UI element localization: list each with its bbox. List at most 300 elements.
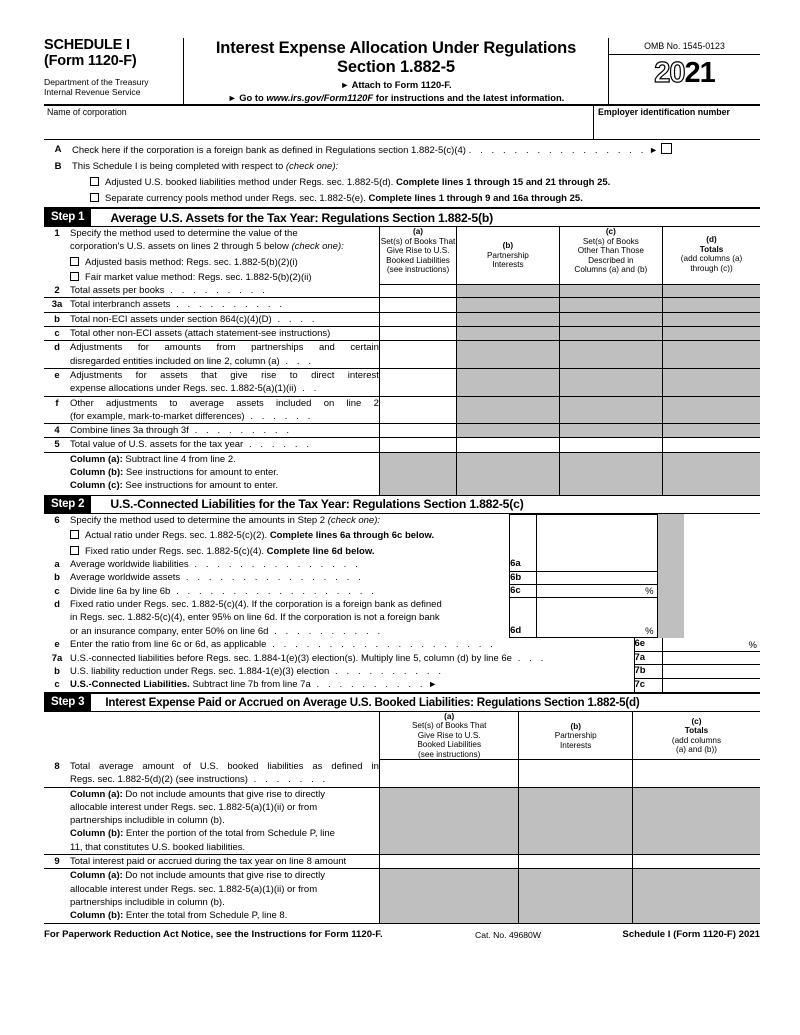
line-4-label: Combine lines 3a through 3f [70, 425, 189, 437]
col-d-l2: (add columns (a) [680, 254, 743, 264]
col-c-l3: Described in [588, 255, 634, 265]
line-6d-label-3: or an insurance company, enter 50% on line 6d [70, 625, 269, 637]
line-b-option-2[interactable] [72, 192, 760, 206]
line-1-text-b-plain: corporation's U.S. assets on lines 2 through 5 below [70, 241, 292, 253]
line-3d-number: d [54, 342, 60, 354]
line-9-note-b-label: Column (b): [70, 910, 124, 922]
line-6b-tag: 6b [510, 571, 537, 584]
line-3b-label: Total non-ECI assets under section 864(c)(4)(D) [70, 313, 272, 325]
line-3b-number: b [54, 313, 60, 325]
line-3d-label-2: disregarded entities included on line 2, column (a) [70, 355, 280, 367]
s3-col-a-l2: Give Rise to U.S. [417, 730, 481, 740]
line-6c-label: Divide line 6a by line 6b [70, 585, 171, 597]
line-9-notes-col-c-shaded [632, 869, 760, 923]
step-1-table [44, 227, 760, 495]
step-2-blank-right [684, 598, 759, 638]
line-6-option-1-checkbox[interactable] [70, 530, 79, 539]
step-2-blank-right [684, 571, 759, 584]
leader-dots: . . . . . . . . . . . . . . . . . . [170, 585, 377, 597]
leader-dots: . . . . . . . . . . [268, 625, 384, 637]
line-a-letter: A [54, 144, 62, 155]
line-6d-number: d [54, 598, 60, 610]
line-9-notes-col-b-shaded [519, 869, 632, 923]
line-3e-col-c-shaded [559, 368, 662, 396]
line-7c-input[interactable] [662, 678, 760, 692]
col-c-l1: Set(s) of Books [582, 236, 639, 246]
line-3e-label-2: expense allocations under Regs. sec. 1.882-5(a)(1)(ii) [70, 383, 297, 395]
line-3b-text [44, 312, 379, 326]
line-3f-text [44, 396, 379, 424]
line-b-text: This Schedule I is being completed with respect to [72, 160, 286, 172]
line-a-text: Check here if the corporation is a foreign bank as defined in Regulations section 1.882-5(c)(4) [72, 145, 466, 156]
attach-instruction [188, 79, 604, 92]
line-6-option-1[interactable] [70, 529, 509, 542]
line-5-note-c-label: Column (c): [70, 480, 123, 492]
line-3c-col-d-shaded [663, 327, 760, 341]
line-8-note-b-text: Enter the portion of the total from Schedule P, line [123, 828, 335, 840]
line-1-option-2-checkbox[interactable] [70, 272, 79, 281]
line-6-number: 6 [54, 515, 60, 527]
line-3a-text [44, 298, 379, 312]
line-8-col-c-input[interactable] [632, 760, 760, 787]
table-row [44, 424, 760, 438]
step-2-gray-bar [657, 598, 684, 638]
leader-dots: . . . . . . . . . . . . . . . . [468, 145, 647, 156]
line-6d-input[interactable] [537, 598, 632, 638]
line-8-label-2: Regs. sec. 1.882-5(d)(2) (see instructions) [70, 774, 248, 786]
line-3d-label-1: Adjustments for amounts from partnerships and certain [70, 342, 379, 354]
line-1-body [70, 227, 379, 284]
line-7b-text [44, 665, 634, 678]
form-footer-id: Schedule I (Form 1120-F) 2021 [622, 929, 760, 941]
leader-dots: . . . . . . . [247, 774, 329, 786]
step-1-badge: Step 1 [44, 209, 91, 226]
corporation-name-field[interactable] [44, 106, 594, 139]
goto-instruction [188, 92, 604, 104]
table-row [44, 598, 760, 638]
line-9-note-b-text: Enter the total from Schedule P, line 8. [123, 910, 288, 922]
line-6d-label-1: Fixed ratio under Regs. sec. 1.882-5(c)(4). If the corporation is a foreign bank as defined [70, 598, 442, 610]
line-6-text [44, 514, 510, 558]
line-6c-number: c [54, 585, 60, 597]
col-b-l2: Interests [492, 260, 524, 270]
line-b-option-2-checkbox[interactable] [90, 193, 99, 202]
line-3c-col-a-input[interactable] [379, 327, 456, 341]
line-7c-text [44, 678, 634, 692]
line-3a-number: 3a [51, 299, 63, 311]
table-row [44, 312, 760, 326]
line-3b-col-b-shaded [457, 312, 559, 326]
line-6a-label: Average worldwide liabilities [70, 559, 189, 571]
s3-col-a-l1: Set(s) of Books That [411, 721, 487, 731]
col-a-l3: Booked Liabilities [386, 255, 450, 265]
line-3a-col-a-input[interactable] [379, 298, 456, 312]
col-a-l2: Give Rise to U.S. [386, 246, 450, 256]
line-6e-text [44, 638, 634, 651]
line-6-option-2-bold: Complete line 6d below. [266, 545, 375, 557]
line-6e-tag: 6e [634, 638, 662, 651]
line-9-number: 9 [54, 856, 60, 868]
line-3d-col-a-input[interactable] [379, 341, 456, 369]
line-3b-col-d-shaded [663, 312, 760, 326]
line-7c-label-bold: U.S.-Connected Liabilities. [70, 679, 190, 691]
line-1-text-a: Specify the method used to determine the value of the [70, 228, 298, 239]
line-2-col-c-shaded [559, 284, 662, 298]
line-b-letter: B [54, 160, 62, 172]
form-title-line-2: Section 1.882-5 [337, 57, 455, 76]
line-4-number: 4 [54, 425, 60, 437]
line-3e-label-1: Adjustments for assets that give rise to direct interest [70, 369, 379, 381]
col-d-l1: Totals [699, 244, 724, 254]
leader-dots: . . . [511, 652, 547, 664]
line-1-option-2[interactable] [70, 271, 379, 284]
line-3b-col-a-input[interactable] [379, 312, 456, 326]
step-3-header [44, 693, 760, 712]
right-arrow-icon-2: ► [227, 92, 237, 103]
line-3f-number: f [55, 397, 59, 409]
step-2-title: U.S.-Connected Liabilities for the Tax Year: Regulations Section 1.882-5(c) [110, 497, 524, 512]
form-header [44, 38, 760, 106]
line-5-col-a-input[interactable] [379, 438, 456, 452]
line-9-label: Total interest paid or accrued during the tax year on line 8 amount [70, 856, 347, 868]
line-3c-label: Total other non-ECI assets (attach statement-see instructions) [70, 328, 331, 340]
header-title-block [184, 38, 608, 104]
form-footer [44, 923, 760, 946]
line-5-note-a-text: Subtract line 4 from line 2. [122, 453, 236, 465]
s3-col-c-l1: Totals [684, 726, 709, 736]
line-3c-col-b-shaded [457, 327, 559, 341]
line-6e-number: e [54, 639, 60, 651]
line-7a-text [44, 652, 634, 665]
agency-block [44, 77, 177, 97]
line-6-option-2-text: Fixed ratio under Regs. sec. 1.882-5(c)(4). [85, 545, 267, 557]
line-8-number: 8 [54, 760, 60, 772]
line-6-option-2[interactable] [70, 545, 509, 558]
line-3a-col-b-shaded [457, 298, 559, 312]
catalog-number: Cat. No. 49680W [475, 929, 541, 940]
line-7a-number: 7a [51, 652, 63, 664]
line-8-col-a-input[interactable] [379, 760, 519, 787]
line-6b-label: Average worldwide assets [70, 572, 181, 584]
leader-dots: . . . [279, 355, 315, 367]
header-left-block [44, 38, 184, 104]
leader-dots: . . . . . . [243, 439, 313, 451]
line-5-col-c-input[interactable] [559, 438, 662, 452]
col-c-tag: (c) [605, 227, 616, 236]
line-9-note-a-text-3: partnerships includible in column (b). [70, 896, 225, 908]
line-3f-col-b-shaded [457, 396, 559, 424]
line-8-col-b-input[interactable] [519, 760, 632, 787]
year-century: 20 [654, 57, 685, 89]
line-6d-percent-sign: % [632, 598, 657, 638]
line-9-notes-col-a-shaded [379, 869, 519, 923]
leader-dots: . . . . . . . . . . . . . . . . . . . . [266, 639, 497, 651]
line-9-col-c-input[interactable] [632, 855, 760, 869]
ein-label: Employer identification number [598, 107, 730, 117]
col-b-l1: Partnership [486, 250, 529, 260]
line-7c-tag: 7c [634, 678, 662, 692]
leader-dots: . . . . . . . . . . [329, 665, 445, 677]
line-3e-col-a-input[interactable] [379, 368, 456, 396]
line-3f-label-2: (for example, mark-to-market differences) [70, 410, 245, 422]
right-arrow-icon: ► [340, 80, 350, 90]
step-2-gray-bar [657, 514, 684, 558]
line-6d-label-2: in Regs. sec. 1.882-5(c)(4), enter 95% on line 6d. If the corporation is not a foreign bank [70, 612, 440, 624]
table-row [44, 787, 760, 854]
step-2-line-6-row [44, 514, 760, 558]
line-6-check-one: (check one): [327, 515, 380, 527]
irs-url[interactable]: www.irs.gov/Form1120F [266, 91, 374, 103]
line-3e-col-d-shaded [663, 368, 760, 396]
leader-dots: . . . . . . . . . [188, 425, 293, 437]
step-1-col-a-header [379, 227, 456, 284]
step-2-header [44, 495, 760, 514]
line-7c-label: Subtract line 7b from line 7a [189, 679, 311, 691]
step-2-badge: Step 2 [44, 496, 91, 513]
line-5-col-b-input[interactable] [457, 438, 559, 452]
line-3f-label-1: Other adjustments to average assets included on line 2 [70, 397, 379, 409]
header-right-block [608, 38, 760, 104]
line-6e-percent-sign[interactable]: % [662, 638, 760, 651]
s3-col-a-l3: Booked Liabilities [417, 740, 482, 750]
line-7a-tag: 7a [634, 652, 662, 665]
line-6a-text [44, 558, 510, 571]
line-8-notes [44, 787, 379, 854]
line-8-notes-col-c-shaded [632, 787, 760, 854]
step-1-col-c-header [559, 227, 662, 284]
line-5-note-c-text: See instructions for amount to enter. [122, 480, 279, 492]
line-8-note-b-label: Column (b): [70, 828, 124, 840]
line-6b-text [44, 571, 510, 584]
step-1-col-b-header [457, 227, 559, 284]
line-5-notes-col-b-shaded [457, 452, 559, 494]
line-6-option-2-checkbox[interactable] [70, 546, 79, 555]
leader-dots: . . . . . . . . . . [170, 299, 286, 311]
table-row [44, 760, 760, 787]
line-3e-number: e [54, 369, 60, 381]
table-row [44, 284, 760, 298]
line-7b-number: b [54, 665, 60, 677]
line-b-body [72, 160, 760, 206]
right-arrow-icon-3: ► [649, 145, 659, 155]
table-row [44, 298, 760, 312]
line-6-option-1-bold: Complete lines 6a through 6c below. [269, 530, 435, 542]
col-b-tag: (b) [502, 241, 514, 250]
line-a [44, 143, 760, 158]
step-2-lower-table [44, 638, 760, 692]
col-d-tag: (d) [706, 235, 717, 244]
step-3-table [44, 712, 760, 923]
line-5-note-a [70, 453, 379, 466]
table-row [44, 638, 760, 651]
line-7b-tag: 7b [634, 665, 662, 678]
line-b-option-1[interactable] [72, 176, 760, 190]
schedule-title [44, 38, 177, 69]
line-4-col-d-shaded [663, 424, 760, 438]
col-a-l4: (see instructions) [386, 265, 450, 275]
line-5-notes-col-a-shaded [379, 452, 456, 494]
goto-suffix: for instructions and the latest information. [373, 91, 565, 103]
line-3e-text [44, 368, 379, 396]
line-9-col-a-input[interactable] [379, 855, 519, 869]
step-2-blank-right [684, 514, 759, 558]
line-3c-text [44, 327, 379, 341]
line-8-text [44, 760, 379, 787]
table-row [44, 652, 760, 665]
line-3d-col-c-shaded [559, 341, 662, 369]
line-9-note-a-text: Do not include amounts that give rise to directly [122, 870, 326, 882]
line-5-notes-col-c-shaded [559, 452, 662, 494]
line-9-note-a-label: Column (a): [70, 870, 123, 882]
dept-line-2: Internal Revenue Service [44, 87, 141, 98]
line-b [44, 160, 760, 206]
line-b-check-one: (check one): [285, 160, 339, 172]
line-9-note-a-text-2: allocable interest under Regs. sec. 1.882-5(a)(1)(ii) or from [70, 883, 318, 895]
line-9-notes [44, 869, 379, 923]
line-4-col-c-shaded [559, 424, 662, 438]
line-5-note-a-label: Column (a): [70, 453, 123, 465]
identification-row [44, 106, 760, 140]
table-row [44, 327, 760, 341]
line-6-tag-spacer [510, 514, 537, 558]
table-row [44, 855, 760, 869]
step-2-blank-right [684, 558, 759, 571]
col-a-l1: Set(s) of Books That [380, 236, 456, 246]
line-7b-input[interactable] [662, 665, 760, 678]
line-5-note-b-label: Column (b): [70, 467, 124, 479]
s3-col-a-tag: (a) [444, 711, 455, 721]
ein-field[interactable] [594, 106, 760, 139]
line-2-number: 2 [54, 285, 60, 297]
line-b-option-1-text: Adjusted U.S. booked liabilities method under Regs. sec. 1.882-5(d). [105, 176, 396, 188]
leader-dots: . . . . . . . . . . . . . . . . [180, 572, 364, 584]
table-row [44, 665, 760, 678]
col-c-l2: Other Than Those [577, 246, 644, 256]
line-1-number: 1 [54, 228, 60, 239]
step-1-header [44, 208, 760, 227]
line-b-option-1-checkbox[interactable] [90, 177, 99, 186]
line-3f-col-a-input[interactable] [379, 396, 456, 424]
step-2-gray-bar [657, 558, 684, 571]
line-6c-input[interactable] [537, 585, 632, 598]
table-row [44, 678, 760, 692]
line-9-text [44, 855, 379, 869]
paperwork-notice: For Paperwork Reduction Act Notice, see the Instructions for Form 1120-F. [44, 929, 383, 941]
line-5-text [44, 438, 379, 452]
goto-prefix: Go to [239, 91, 267, 103]
line-6c-tag: 6c [510, 585, 537, 598]
form-number: (Form 1120-F) [44, 52, 137, 69]
col-a-tag: (a) [413, 227, 424, 236]
line-3d-col-b-shaded [457, 341, 559, 369]
step-2-gray-bar [657, 585, 684, 598]
line-5-notes [44, 452, 379, 494]
table-row [44, 368, 760, 396]
leader-dots: . . . . . . . . . . [310, 679, 426, 691]
table-row [44, 585, 760, 598]
line-8-note-a-text-2: allocable interest under Regs. sec. 1.882-5(a)(1)(ii) or from [70, 801, 318, 813]
corporation-name-label: Name of corporation [47, 107, 127, 117]
attach-text: Attach to Form 1120-F. [351, 79, 452, 90]
step-3-col-c-header [632, 712, 760, 760]
line-8-note-a-label: Column (a): [70, 788, 123, 800]
line-2-label: Total assets per books [70, 285, 165, 297]
leader-dots: . . . . . . . . . [164, 285, 268, 297]
line-7a-input[interactable] [662, 652, 760, 665]
line-1-option-2-text: Fair market value method: Regs. sec. 1.882-5(b)(2)(ii) [85, 271, 312, 283]
table-row [44, 452, 760, 494]
s3-col-b-tag: (b) [570, 721, 581, 731]
line-6e-label: Enter the ratio from line 6c or 6d, as applicable [70, 639, 267, 651]
line-4-col-a-input[interactable] [379, 424, 456, 438]
line-2-text [44, 284, 379, 298]
line-3b-col-c-shaded [559, 312, 662, 326]
right-arrow-icon-4: ► [428, 679, 438, 690]
line-5-note-b [70, 466, 379, 479]
line-5-col-d-input[interactable] [663, 438, 760, 452]
line-7a-label: U.S.-connected liabilities before Regs. sec. 1.884-1(e)(3) election(s). Multiply line 5, column (d) by line 6e [70, 652, 512, 664]
line-3c-col-c-shaded [559, 327, 662, 341]
line-3a-col-d-shaded [663, 298, 760, 312]
line-9-col-b-input[interactable] [519, 855, 632, 869]
line-3e-col-b-shaded [457, 368, 559, 396]
s3-col-c-l2: (add columns [671, 735, 722, 745]
s3-col-b-l1: Partnership [554, 731, 597, 741]
s3-col-b-l2: Interests [560, 740, 592, 750]
s3-col-a-l4: (see instructions) [418, 749, 481, 759]
line-6-option-1-text: Actual ratio under Regs. sec. 1.882-5(c)(2). [85, 530, 270, 542]
step-1-title: Average U.S. Assets for the Tax Year: Regulations Section 1.882-5(b) [110, 210, 493, 225]
line-b-option-2-text: Separate currency pools method under Regs. sec. 1.882-5(e). [105, 192, 369, 204]
line-a-body [72, 143, 760, 158]
line-6d-text [44, 598, 510, 638]
line-2-col-a-input[interactable] [379, 284, 456, 298]
line-1-option-1-checkbox[interactable] [70, 257, 79, 266]
col-c-l4: Columns (a) and (b) [574, 265, 648, 275]
line-8-note-b-text-2: 11, that constitutes U.S. booked liabilities. [70, 841, 246, 853]
line-3a-col-c-shaded [559, 298, 662, 312]
line-2-col-b-shaded [457, 284, 559, 298]
line-5-label: Total value of U.S. assets for the tax year [70, 439, 244, 451]
s3-col-c-l3: (a) and (b)) [675, 745, 717, 755]
step-2-table [44, 514, 760, 639]
line-1-check-one: (check one): [291, 241, 344, 253]
line-6c-percent-sign: % [632, 585, 657, 598]
line-4-text [44, 424, 379, 438]
line-1-option-1[interactable] [70, 256, 379, 269]
line-1-option-1-text: Adjusted basis method: Regs. sec. 1.882-5(b)(2)(i) [85, 256, 298, 268]
line-6a-input[interactable] [537, 558, 657, 571]
step-2-blank-right [684, 585, 759, 598]
line-b-option-2-bold: Complete lines 1 through 9 and 16a through 25. [368, 192, 583, 204]
line-8-note-a-text-3: partnerships includible in column (b). [70, 815, 225, 827]
line-6-label: Specify the method used to determine the amounts in Step 2 [70, 515, 328, 527]
line-8-notes-col-a-shaded [379, 787, 519, 854]
line-1-text-b [70, 240, 379, 253]
line-6a-tag: 6a [510, 558, 537, 571]
step-1-col-d-header [663, 227, 760, 284]
line-1-text-cell [44, 227, 379, 284]
line-3a-label: Total interbranch assets [70, 299, 171, 311]
step-3-col-a-header [379, 712, 519, 760]
line-b-option-1-bold: Complete lines 1 through 15 and 21 through 25. [395, 176, 611, 188]
line-6b-input[interactable] [537, 571, 657, 584]
line-6-amount-spacer[interactable] [537, 514, 657, 558]
table-row [44, 558, 760, 571]
line-a-checkbox[interactable] [661, 143, 672, 154]
leader-dots: . . . . [271, 313, 318, 325]
step-2-gray-bar [657, 571, 684, 584]
